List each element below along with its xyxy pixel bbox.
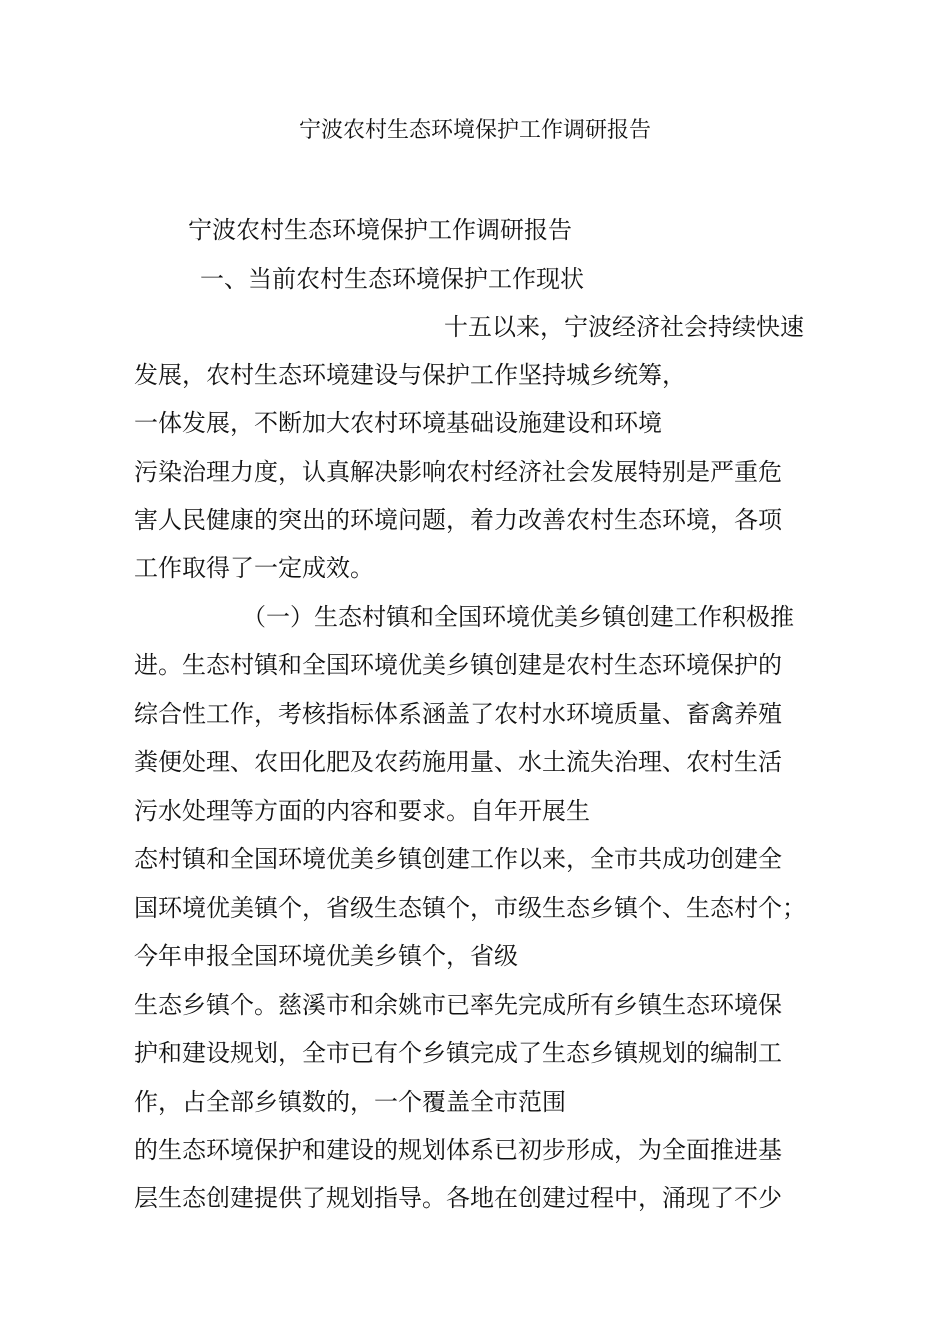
paragraph-line: 粪便处理、农田化肥及农药施用量、水土流失治理、农村生活 — [134, 748, 782, 776]
paragraph-line: 发展，农村生态环境建设与保护工作坚持城乡统筹， — [134, 361, 686, 389]
paragraph-line: 十五以来，宁波经济社会持续快速 — [444, 313, 804, 341]
paragraph-line: 综合性工作，考核指标体系涵盖了农村水环境质量、畜禽养殖 — [134, 700, 782, 728]
paragraph-line: 今年申报全国环境优美乡镇个，省级 — [134, 942, 518, 970]
paragraph-line: 护和建设规划，全市已有个乡镇完成了生态乡镇规划的编制工 — [134, 1039, 782, 1067]
paragraph-line: 一体发展，不断加大农村环境基础设施建设和环境 — [134, 409, 662, 437]
subsection-heading: （一）生态村镇和全国环境优美乡镇创建工作积极推 — [242, 603, 794, 631]
paragraph-line: 工作取得了一定成效。 — [134, 554, 374, 582]
paragraph-line: 的生态环境保护和建设的规划体系已初步形成，为全面推进基 — [134, 1136, 782, 1164]
paragraph-line: 国环境优美镇个，省级生态镇个，市级生态乡镇个、生态村个； — [134, 894, 806, 922]
paragraph-line: 层生态创建提供了规划指导。各地在创建过程中，涌现了不少 — [134, 1184, 782, 1212]
document-title: 宁波农村生态环境保护工作调研报告 — [298, 118, 651, 143]
section-heading: 一、当前农村生态环境保护工作现状 — [200, 265, 584, 293]
paragraph-line: 宁波农村生态环境保护工作调研报告 — [188, 216, 572, 244]
paragraph-line: 生态乡镇个。慈溪市和余姚市已率先完成所有乡镇生态环境保 — [134, 991, 782, 1019]
paragraph-line: 进。生态村镇和全国环境优美乡镇创建是农村生态环境保护的 — [134, 651, 782, 679]
paragraph-line: 害人民健康的突出的环境问题，着力改善农村生态环境，各项 — [134, 506, 782, 534]
paragraph-line: 作，占全部乡镇数的，一个覆盖全市范围 — [134, 1088, 566, 1116]
paragraph-line: 态村镇和全国环境优美乡镇创建工作以来，全市共成功创建全 — [134, 845, 782, 873]
paragraph-line: 污水处理等方面的内容和要求。自年开展生 — [134, 797, 590, 825]
paragraph-line: 污染治理力度，认真解决影响农村经济社会发展特别是严重危 — [134, 458, 782, 486]
